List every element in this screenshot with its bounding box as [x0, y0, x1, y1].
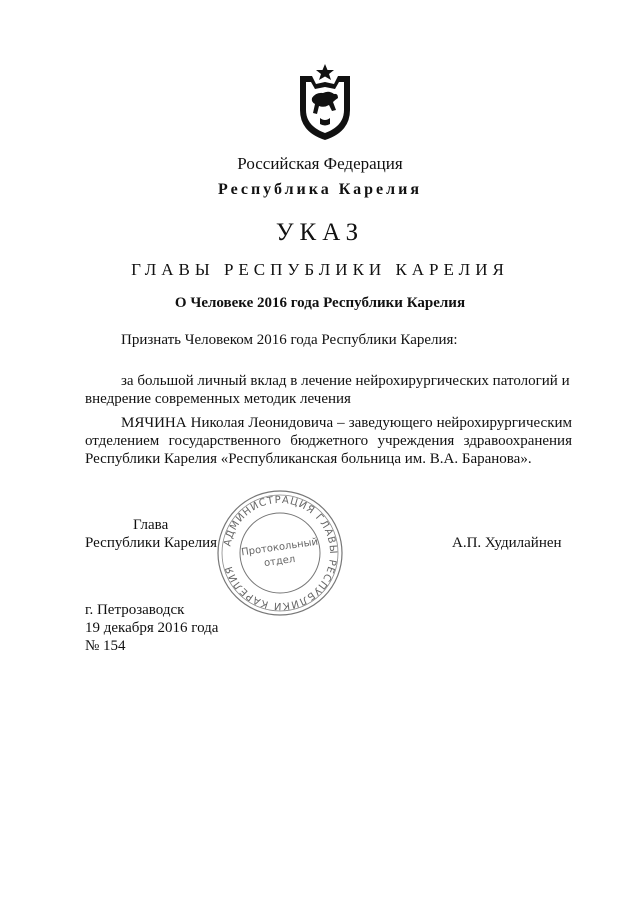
body-paragraph-3: МЯЧИНА Николая Леонидовича – заведующего нейрохирургическим отделением государственного бюджетного учреждения здравоохранения Республики Карелия «Республиканская больница им. В.А. Баранова».: [85, 415, 572, 467]
document-type: УКАЗ: [275, 219, 365, 246]
republic-name: Республика Карелия: [218, 181, 422, 198]
issue-date: 19 декабря 2016 года: [85, 620, 219, 636]
document-issuer: ГЛАВЫ РЕСПУБЛИКИ КАРЕЛИЯ: [131, 260, 509, 279]
body-paragraph-2: за большой личный вклад в лечение нейрохирургических патологий и внедрение современных методик лечения: [85, 373, 570, 407]
signer-name: А.П. Худилайнен: [452, 535, 562, 551]
document-footer: [85, 601, 218, 655]
coat-of-arms-icon: [296, 62, 354, 142]
decree-number: № 154: [85, 638, 126, 654]
country-name: Российская Федерация: [237, 154, 403, 173]
signature-title-line2: Республики Карелия: [85, 535, 218, 551]
stamp-ring-text: АДМИНИСТРАЦИЯ ГЛАВЫ РЕСПУБЛИКИ КАРЕЛИЯ: [222, 494, 339, 612]
official-stamp: [210, 488, 350, 618]
document-subject: О Человеке 2016 года Республики Карелия: [174, 295, 466, 311]
stamp-inner-line2: отдел: [263, 553, 296, 570]
stamp-inner-line1: Протокольный: [240, 536, 319, 559]
signature-title-line1: Глава: [133, 517, 169, 533]
issue-city: г. Петрозаводск: [85, 602, 185, 618]
body-paragraph-1: Признать Человеком 2016 года Республики Карелия:: [121, 332, 458, 348]
